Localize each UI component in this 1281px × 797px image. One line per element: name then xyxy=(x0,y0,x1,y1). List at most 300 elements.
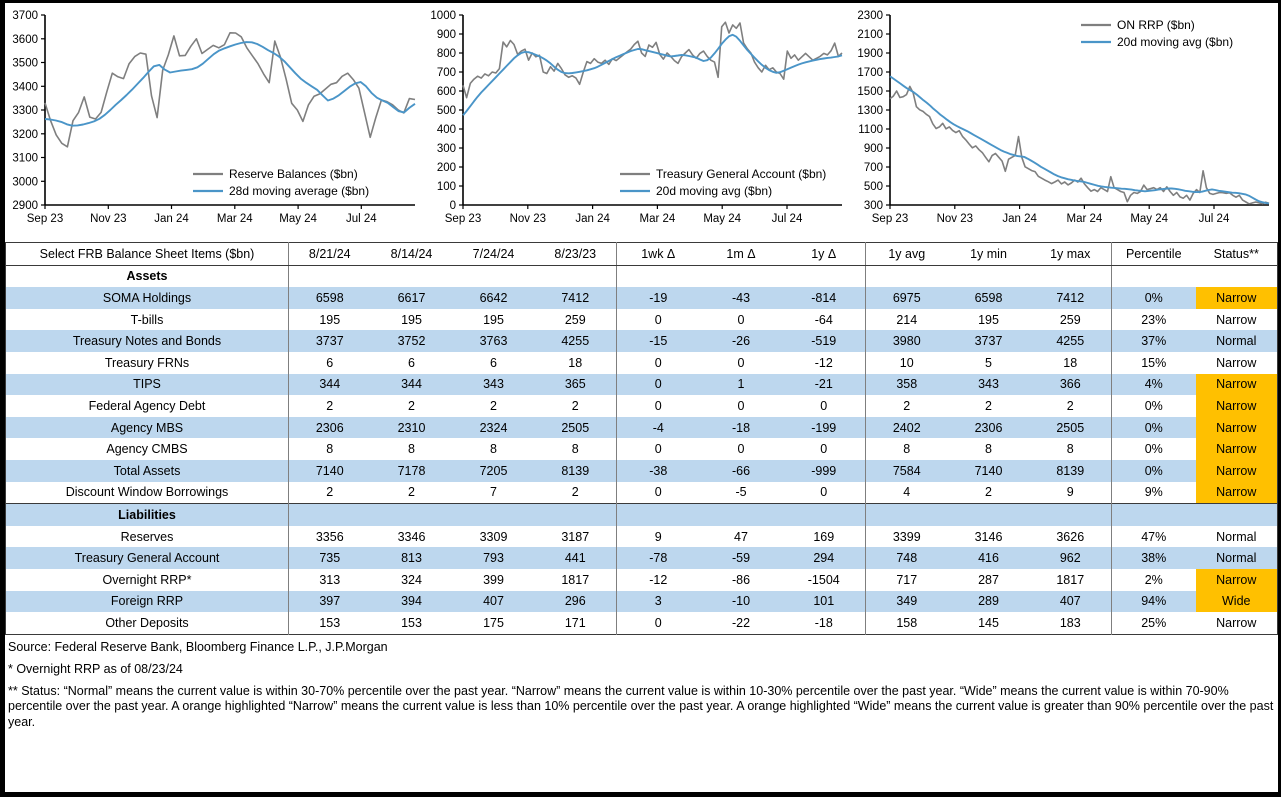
table-row xyxy=(6,460,1278,482)
value-cell: 3399 xyxy=(892,529,921,544)
status-cell: Narrow xyxy=(1196,287,1278,309)
value-cell: 0 xyxy=(737,312,745,327)
status-cell xyxy=(1196,504,1278,526)
value-cell: 18 xyxy=(1030,352,1112,374)
value-cell: 344 xyxy=(319,377,341,392)
value-cell: 2505 xyxy=(535,417,617,439)
value-cell: 3737 xyxy=(974,334,1003,349)
value-cell: 717 xyxy=(896,572,918,587)
value-cell xyxy=(1030,504,1112,526)
value-cell: 7412 xyxy=(535,287,617,309)
value-cell: 2 xyxy=(408,398,415,413)
value-cell: -78 xyxy=(649,551,668,566)
value-cell xyxy=(617,265,700,287)
value-cell xyxy=(535,265,617,287)
column-header: Percentile xyxy=(1112,243,1196,266)
y-tick-label: 200 xyxy=(436,162,456,174)
x-tick-label: Jul 24 xyxy=(771,213,803,225)
y-tick-label: 3300 xyxy=(12,105,38,117)
value-cell: 2 xyxy=(535,395,617,417)
value-cell: 8 xyxy=(326,442,334,457)
value-cell: 394 xyxy=(401,594,422,609)
value-cell: 366 xyxy=(1030,374,1112,396)
value-cell: 195 xyxy=(319,312,341,327)
value-cell: 259 xyxy=(535,309,617,331)
chart-on-rrp xyxy=(850,5,1277,235)
value-cell: 7178 xyxy=(397,463,426,478)
value-cell: -1504 xyxy=(783,569,866,591)
value-cell: 0% xyxy=(1144,290,1163,305)
y-tick-label: 3600 xyxy=(12,33,38,46)
table-row xyxy=(6,438,1278,460)
section-row xyxy=(6,265,1278,287)
x-tick-label: Sep 23 xyxy=(444,213,482,225)
value-cell xyxy=(535,504,617,526)
table-row xyxy=(6,417,1278,439)
value-cell: 195 xyxy=(401,312,422,327)
value-cell: 183 xyxy=(1030,612,1112,634)
value-cell: 9% xyxy=(1144,485,1163,500)
value-cell: 10 xyxy=(899,355,914,370)
value-cell: 343 xyxy=(483,377,504,392)
x-tick-label: Nov 23 xyxy=(509,213,547,225)
value-cell xyxy=(948,504,1030,526)
column-header: 1wk Δ xyxy=(617,243,700,266)
row-label: Agency CMBS xyxy=(6,438,289,460)
status-cell: Normal xyxy=(1216,334,1257,349)
y-tick-label: 1100 xyxy=(858,124,883,136)
y-tick-label: 3700 xyxy=(12,10,38,22)
y-tick-label: 3100 xyxy=(12,152,38,165)
status-cell: Narrow xyxy=(1196,395,1278,417)
value-cell: -199 xyxy=(783,417,866,439)
charts-row xyxy=(5,5,1278,235)
x-tick-label: Mar 24 xyxy=(639,213,676,225)
x-tick-label: Jan 24 xyxy=(154,213,189,225)
value-cell: 0 xyxy=(654,398,662,413)
y-tick-label: 500 xyxy=(863,181,883,193)
value-cell: 3752 xyxy=(397,334,426,349)
row-label: Agency MBS xyxy=(6,417,289,439)
y-tick-label: 1500 xyxy=(857,86,883,98)
y-tick-label: 900 xyxy=(436,29,456,41)
value-cell: 7140 xyxy=(315,463,344,478)
footnotes xyxy=(8,640,1278,730)
value-cell xyxy=(700,504,783,526)
table-row xyxy=(6,482,1278,504)
table-row xyxy=(6,612,1278,634)
value-cell: 0% xyxy=(1144,463,1163,478)
section-row xyxy=(6,504,1278,526)
value-cell xyxy=(866,504,948,526)
value-cell: -12 xyxy=(783,352,866,374)
y-tick-label: 1300 xyxy=(857,105,883,117)
value-cell: 25% xyxy=(1141,615,1167,630)
value-cell: -519 xyxy=(783,330,866,352)
value-cell: 0% xyxy=(1144,398,1163,413)
y-tick-label: 3400 xyxy=(12,81,38,94)
value-cell: -999 xyxy=(783,460,866,482)
value-cell: 158 xyxy=(896,615,918,630)
value-cell: -21 xyxy=(783,374,866,396)
value-cell: 0 xyxy=(654,355,662,370)
table-row xyxy=(6,569,1278,591)
status-cell xyxy=(1196,265,1278,287)
value-cell: -86 xyxy=(731,572,751,587)
value-cell: -66 xyxy=(731,463,751,478)
x-tick-label: Jul 24 xyxy=(1198,213,1230,225)
value-cell: -26 xyxy=(731,334,751,349)
value-cell: 4 xyxy=(903,485,911,500)
value-cell xyxy=(700,265,783,287)
value-cell: -59 xyxy=(731,551,751,566)
value-cell: 813 xyxy=(401,551,422,566)
y-tick-label: 100 xyxy=(436,181,456,193)
value-cell: 748 xyxy=(896,551,918,566)
value-cell: 3356 xyxy=(315,529,344,544)
y-tick-label: 0 xyxy=(449,200,456,212)
value-cell: 1817 xyxy=(535,569,617,591)
value-cell: 8 xyxy=(408,442,415,457)
value-cell: -15 xyxy=(649,334,668,349)
y-tick-label: 3200 xyxy=(12,128,38,141)
value-cell: 349 xyxy=(896,594,918,609)
value-cell: 38% xyxy=(1141,551,1167,566)
value-cell: 2324 xyxy=(479,420,508,435)
row-label: Federal Agency Debt xyxy=(6,395,289,417)
series-line xyxy=(463,22,842,98)
value-cell: 294 xyxy=(783,547,866,569)
value-cell: 171 xyxy=(535,612,617,634)
y-tick-label: 3500 xyxy=(12,57,38,70)
value-cell: 2306 xyxy=(315,420,344,435)
value-cell: 3737 xyxy=(315,334,344,349)
row-label: Overnight RRP* xyxy=(6,569,289,591)
x-tick-label: Nov 23 xyxy=(936,213,974,225)
status-definition-note: ** Status: “Normal” means the current value is within 30-70% percentile over the past year. “Narrow” means the current value is within 10-30% percentile over the past year. “Wide” means the current value is within 70-90% percentile over the past year. A orange highlighted “Narrow” means the current value is less than 10% percentile over the past year. A orange highlighted “Wide” means the current value is greater than 90% percentile over the past year. xyxy=(8,684,1274,729)
chart-reserve-balances xyxy=(5,5,423,235)
value-cell: 259 xyxy=(1030,309,1112,331)
value-cell: 365 xyxy=(535,374,617,396)
value-cell: 416 xyxy=(978,551,999,566)
value-cell: 7 xyxy=(490,485,497,500)
source-note: Source: Federal Reserve Bank, Bloomberg Finance L.P., J.P.Morgan xyxy=(8,639,388,654)
x-tick-label: Mar 24 xyxy=(216,213,253,225)
y-tick-label: 800 xyxy=(436,48,456,60)
status-cell: Narrow xyxy=(1216,615,1257,630)
value-cell: -43 xyxy=(731,290,751,305)
value-cell: 0 xyxy=(654,377,662,392)
value-cell: 287 xyxy=(978,572,999,587)
table-title: Select FRB Balance Sheet Items ($bn) xyxy=(6,243,289,266)
x-tick-label: Sep 23 xyxy=(26,213,64,225)
y-tick-label: 500 xyxy=(436,105,456,117)
overnight-rrp-note: * Overnight RRP as of 08/23/24 xyxy=(8,661,183,676)
y-tick-label: 3000 xyxy=(12,176,38,189)
column-header: 1y Δ xyxy=(783,243,866,266)
y-tick-label: 900 xyxy=(863,143,883,155)
value-cell: 94% xyxy=(1141,594,1167,609)
value-cell: 4% xyxy=(1144,377,1163,392)
value-cell: 6617 xyxy=(397,290,426,305)
tga-chart-canvas xyxy=(423,5,850,233)
value-cell: 4255 xyxy=(535,330,617,352)
row-label: Other Deposits xyxy=(6,612,289,634)
value-cell: -38 xyxy=(649,463,668,478)
status-cell: Normal xyxy=(1216,529,1257,544)
x-tick-label: Mar 24 xyxy=(1066,213,1103,225)
value-cell: 441 xyxy=(535,547,617,569)
value-cell: 313 xyxy=(319,572,341,587)
y-tick-label: 1700 xyxy=(857,67,883,79)
value-cell: 0 xyxy=(783,482,866,504)
row-label: T-bills xyxy=(6,309,289,331)
row-label: Discount Window Borrowings xyxy=(6,482,289,504)
status-cell: Narrow xyxy=(1196,374,1278,396)
value-cell: 175 xyxy=(483,615,504,630)
chart-treasury-general-account xyxy=(423,5,850,235)
value-cell: 9 xyxy=(1030,482,1112,504)
row-label: Reserves xyxy=(6,526,289,548)
value-cell: 2310 xyxy=(397,420,426,435)
value-cell xyxy=(783,265,866,287)
row-label: Assets xyxy=(6,265,289,287)
value-cell: 3 xyxy=(654,594,662,609)
value-cell: 397 xyxy=(319,594,341,609)
value-cell xyxy=(371,265,453,287)
series-line xyxy=(890,76,1269,203)
x-tick-label: May 24 xyxy=(703,213,742,225)
x-tick-label: May 24 xyxy=(1130,213,1169,225)
table-row xyxy=(6,395,1278,417)
value-cell: 8139 xyxy=(535,460,617,482)
value-cell: 0 xyxy=(783,438,866,460)
column-header: 8/21/24 xyxy=(289,243,371,266)
y-tick-label: 300 xyxy=(863,200,883,212)
value-cell: 195 xyxy=(483,312,504,327)
x-tick-label: May 24 xyxy=(279,213,317,225)
table-row xyxy=(6,591,1278,613)
value-cell: 145 xyxy=(978,615,999,630)
value-cell: 0% xyxy=(1144,442,1163,457)
value-cell xyxy=(289,265,371,287)
value-cell: 6975 xyxy=(892,290,921,305)
status-cell: Narrow xyxy=(1216,355,1257,370)
value-cell: 407 xyxy=(1030,591,1112,613)
column-header: 8/23/23 xyxy=(535,243,617,266)
status-cell: Normal xyxy=(1216,551,1257,566)
table-row xyxy=(6,526,1278,548)
value-cell: 0 xyxy=(654,485,662,500)
value-cell: 101 xyxy=(783,591,866,613)
value-cell xyxy=(1112,504,1196,526)
value-cell: 0 xyxy=(783,395,866,417)
row-label: Treasury General Account xyxy=(6,547,289,569)
value-cell xyxy=(371,504,453,526)
value-cell: 6598 xyxy=(315,290,344,305)
x-tick-label: Sep 23 xyxy=(871,213,909,225)
value-cell xyxy=(783,504,866,526)
value-cell: 8139 xyxy=(1030,460,1112,482)
y-tick-label: 700 xyxy=(436,67,456,79)
row-label: Treasury Notes and Bonds xyxy=(6,330,289,352)
x-tick-label: Jan 24 xyxy=(575,213,610,225)
value-cell: 8 xyxy=(903,442,911,457)
column-header: 8/14/24 xyxy=(371,243,453,266)
value-cell xyxy=(453,504,535,526)
row-label: Foreign RRP xyxy=(6,591,289,613)
value-cell: 735 xyxy=(319,551,341,566)
on-rrp-chart-canvas xyxy=(850,5,1277,233)
value-cell: 3187 xyxy=(535,526,617,548)
legend-label: ON RRP ($bn) xyxy=(1117,18,1195,32)
value-cell: 2402 xyxy=(892,420,921,435)
table-row xyxy=(6,547,1278,569)
value-cell: 2 xyxy=(408,485,415,500)
value-cell: 2 xyxy=(535,482,617,504)
value-cell: 0 xyxy=(654,615,662,630)
y-tick-label: 300 xyxy=(436,143,456,155)
value-cell: 3146 xyxy=(974,529,1003,544)
x-tick-label: Jan 24 xyxy=(1002,213,1037,225)
status-cell: Narrow xyxy=(1196,438,1278,460)
value-cell: 1817 xyxy=(1030,569,1112,591)
value-cell xyxy=(948,265,1030,287)
value-cell xyxy=(453,265,535,287)
column-header: 7/24/24 xyxy=(453,243,535,266)
value-cell: -18 xyxy=(783,612,866,634)
value-cell: 18 xyxy=(535,352,617,374)
status-cell: Narrow xyxy=(1216,312,1257,327)
row-label: Total Assets xyxy=(6,460,289,482)
status-cell: Narrow xyxy=(1196,417,1278,439)
value-cell xyxy=(1112,265,1196,287)
value-cell: -22 xyxy=(731,615,751,630)
value-cell: 3980 xyxy=(892,334,921,349)
value-cell: 7140 xyxy=(974,463,1003,478)
value-cell: 6 xyxy=(490,355,497,370)
value-cell: 6 xyxy=(326,355,334,370)
value-cell: -5 xyxy=(735,485,747,500)
y-tick-label: 1000 xyxy=(430,10,456,22)
value-cell: -18 xyxy=(731,420,751,435)
value-cell: -4 xyxy=(652,420,664,435)
value-cell: -12 xyxy=(649,572,668,587)
value-cell: 343 xyxy=(978,377,999,392)
value-cell: 195 xyxy=(978,312,999,327)
y-tick-label: 600 xyxy=(436,86,456,98)
column-header: 1y min xyxy=(948,243,1030,266)
value-cell: 2 xyxy=(326,398,334,413)
value-cell xyxy=(1030,265,1112,287)
legend-label: Reserve Balances ($bn) xyxy=(229,167,358,181)
value-cell: 1 xyxy=(737,377,745,392)
value-cell: 0 xyxy=(737,442,745,457)
value-cell xyxy=(866,265,948,287)
balance-sheet-table xyxy=(5,242,1278,635)
value-cell: 7205 xyxy=(479,463,508,478)
value-cell: 2 xyxy=(985,485,992,500)
status-cell: Narrow xyxy=(1196,569,1278,591)
value-cell: 0% xyxy=(1144,420,1163,435)
status-cell: Narrow xyxy=(1196,482,1278,504)
value-cell: -19 xyxy=(649,290,668,305)
table-row xyxy=(6,374,1278,396)
series-line xyxy=(890,86,1269,203)
value-cell: 2% xyxy=(1144,572,1163,587)
y-tick-label: 400 xyxy=(436,124,456,136)
value-cell: 8 xyxy=(535,438,617,460)
value-cell: -64 xyxy=(783,309,866,331)
value-cell: -10 xyxy=(731,594,751,609)
value-cell: 2 xyxy=(985,398,992,413)
status-cell: Wide xyxy=(1196,591,1278,613)
value-cell: -814 xyxy=(783,287,866,309)
value-cell: 793 xyxy=(483,551,504,566)
table-row xyxy=(6,309,1278,331)
row-label: TIPS xyxy=(6,374,289,396)
table-row xyxy=(6,330,1278,352)
legend-label: Treasury General Account ($bn) xyxy=(656,167,827,181)
value-cell xyxy=(617,504,700,526)
x-tick-label: Nov 23 xyxy=(90,213,127,225)
y-tick-label: 1900 xyxy=(857,48,883,60)
value-cell: 2 xyxy=(1030,395,1112,417)
value-cell: 407 xyxy=(483,594,504,609)
row-label: Liabilities xyxy=(6,504,289,526)
value-cell: 6598 xyxy=(974,290,1003,305)
column-header: 1y max xyxy=(1030,243,1112,266)
row-label: SOMA Holdings xyxy=(6,287,289,309)
value-cell: 0 xyxy=(737,398,745,413)
value-cell: 6642 xyxy=(479,290,508,305)
value-cell: 0 xyxy=(737,355,745,370)
status-cell: Narrow xyxy=(1196,460,1278,482)
value-cell: 4255 xyxy=(1030,330,1112,352)
value-cell: 47% xyxy=(1141,529,1167,544)
value-cell: 344 xyxy=(401,377,422,392)
value-cell: 214 xyxy=(896,312,918,327)
value-cell: 0 xyxy=(654,442,662,457)
value-cell: 8 xyxy=(985,442,992,457)
value-cell: 5 xyxy=(985,355,992,370)
value-cell: 3626 xyxy=(1030,526,1112,548)
value-cell: 399 xyxy=(483,572,504,587)
value-cell: 296 xyxy=(535,591,617,613)
value-cell: 2505 xyxy=(1030,417,1112,439)
legend-label: 20d moving avg ($bn) xyxy=(656,184,773,198)
column-header: 1y avg xyxy=(866,243,948,266)
value-cell: 15% xyxy=(1141,355,1167,370)
table-row xyxy=(6,352,1278,374)
value-cell: 3346 xyxy=(397,529,426,544)
value-cell: 2306 xyxy=(974,420,1003,435)
value-cell: 37% xyxy=(1141,334,1167,349)
value-cell: 7412 xyxy=(1030,287,1112,309)
value-cell: 8 xyxy=(1030,438,1112,460)
y-tick-label: 2300 xyxy=(857,10,883,22)
value-cell: 358 xyxy=(896,377,918,392)
x-tick-label: Jul 24 xyxy=(345,213,377,225)
value-cell: 23% xyxy=(1141,312,1167,327)
legend-label: 28d moving average ($bn) xyxy=(229,184,370,198)
legend-label: 20d moving avg ($bn) xyxy=(1117,35,1234,49)
table-header-row xyxy=(6,243,1278,266)
value-cell: 0 xyxy=(654,312,662,327)
value-cell: 169 xyxy=(783,526,866,548)
value-cell: 2 xyxy=(326,485,334,500)
value-cell: 289 xyxy=(978,594,999,609)
